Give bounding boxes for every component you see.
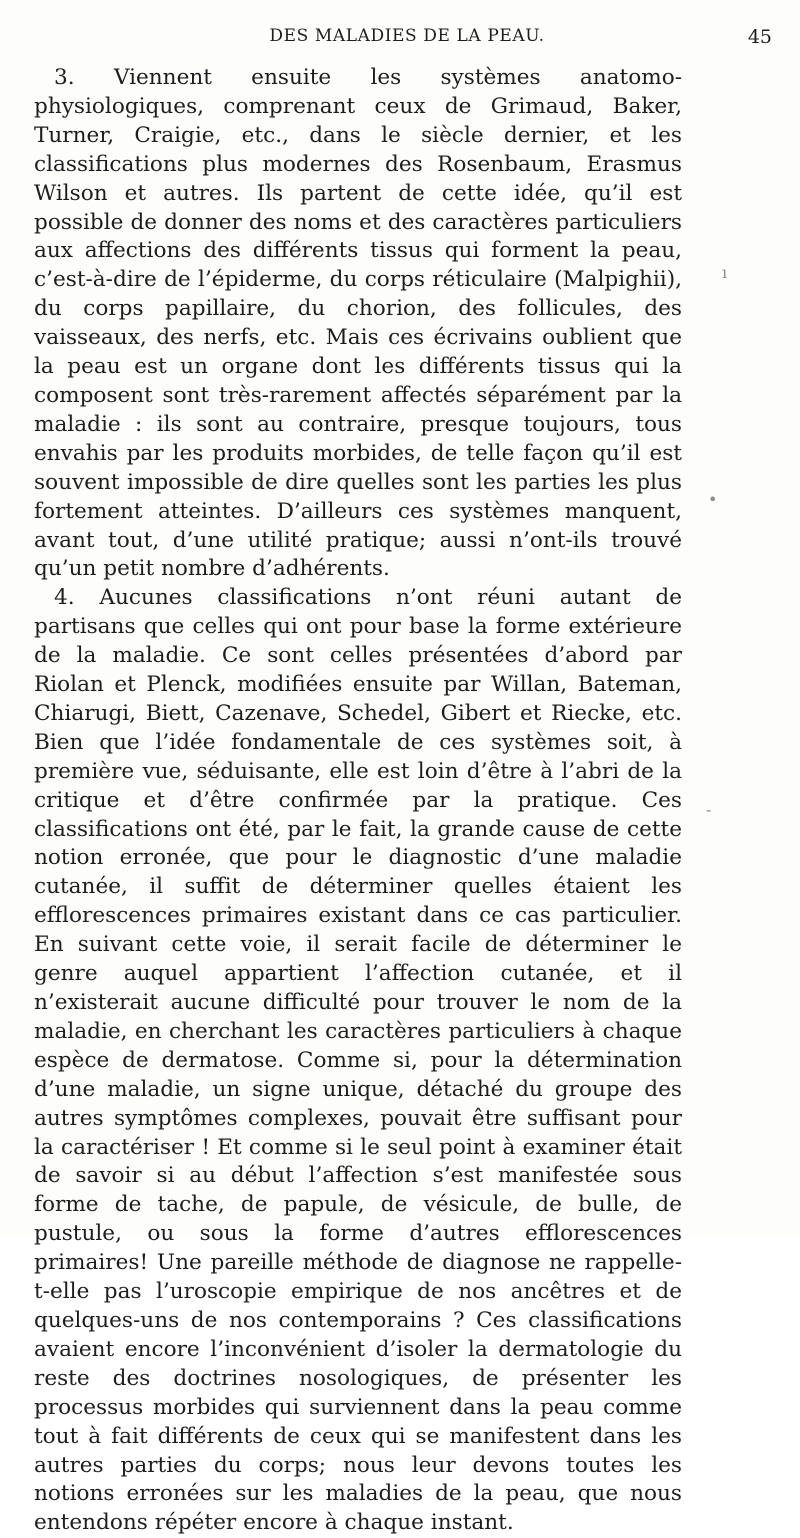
ink-speck: - [706, 800, 712, 819]
ink-speck: • [708, 490, 718, 509]
running-title: DES MALADIES DE LA PEAU. [269, 26, 545, 46]
page-number: 45 [747, 26, 772, 48]
page-header [38, 24, 776, 54]
paragraph-3-anatomo-physiological-systems: 3. Viennent ensuite les systèmes anatomo-physiologiques, comprenant ceux de Grimaud, Baker, Turner, Craigie, etc., dans le siècle dernier, et les classifications plus modernes des Rosenbaum, Erasmus Wilson et autres. Ils partent de cette idée, qu’il est possible de donner des noms et des caractères particuliers aux affections des différents tissus qui forment la peau, c’est-à-dire de l’épiderme, du corps réticulaire (Malpighii), du corps papillaire, du chorion, des follicules, des vaisseaux, des nerfs, etc. Mais ces écrivains oublient que la peau est un organe dont les différents tissus qui la composent sont très-rarement affectés séparément par la maladie : ils sont au contraire, presque toujours, tous envahis par les produits morbides, de telle façon qu’il est souvent impossible de dire quelles sont les parties les plus fortement atteintes. D’ailleurs ces systèmes manquent, avant tout, d’une utilité pratique; aussi n’ont-ils trouvé qu’un petit nombre d’adhérents. [34, 65, 682, 582]
ink-speck: ı [722, 263, 728, 282]
paragraph-4-external-form-classifications: 4. Aucunes classifications n’ont réuni autant de partisans que celles qui ont pour base la forme extérieure de la maladie. Ce sont celles présentées d’abord par Riolan et Plenck, modifiées ensuite par Willan, Bateman, Chiarugi, Biett, Cazenave, Schedel, Gibert et Riecke, etc. Bien que l’idée fondamentale de ces systèmes soit, à première vue, séduisante, elle est loin d’être à l’abri de la critique et d’être confirmée par la pratique. Ces classifications ont été, par le fait, la grande cause de cette notion erronée, que pour le diagnostic d’une maladie cutanée, il suffit de déterminer quelles étaient les efflorescences primaires existant dans ce cas particulier. En suivant cette voie, il serait facile de déterminer le genre auquel appartient l’affection cutanée, et il n’existerait aucune difficulté pour trouver le nom de la maladie, en cherchant les caractères particuliers à chaque espèce de dermatose. Comme si, pour la détermination d’une maladie, un signe unique, détaché du groupe des autres symptômes complexes, pouvait être suffisant pour la caractériser ! Et comme si le seul point à examiner était de savoir si au début l’affection s’est manifestée sous forme de tache, de papule, de vésicule, de bulle, de pustule, ou sous la forme d’autres efflorescences primaires! Une pareille méthode de diagnose ne rappelle-t-elle pas l’uroscopie empirique de nos ancêtres et de quelques-uns de nos contemporains ? Ces classifications avaient encore l’inconvénient d’isoler la dermatologie du reste des doctrines nosologiques, de présenter les processus morbides qui surviennent dans la peau comme tout à fait différents de ceux qui se manifestent dans les autres parties du corps; nous leur devons toutes les notions erronées sur les maladies de la peau, que nous entendons répéter encore à chaque instant. [34, 585, 682, 1536]
body-text [34, 64, 682, 1538]
